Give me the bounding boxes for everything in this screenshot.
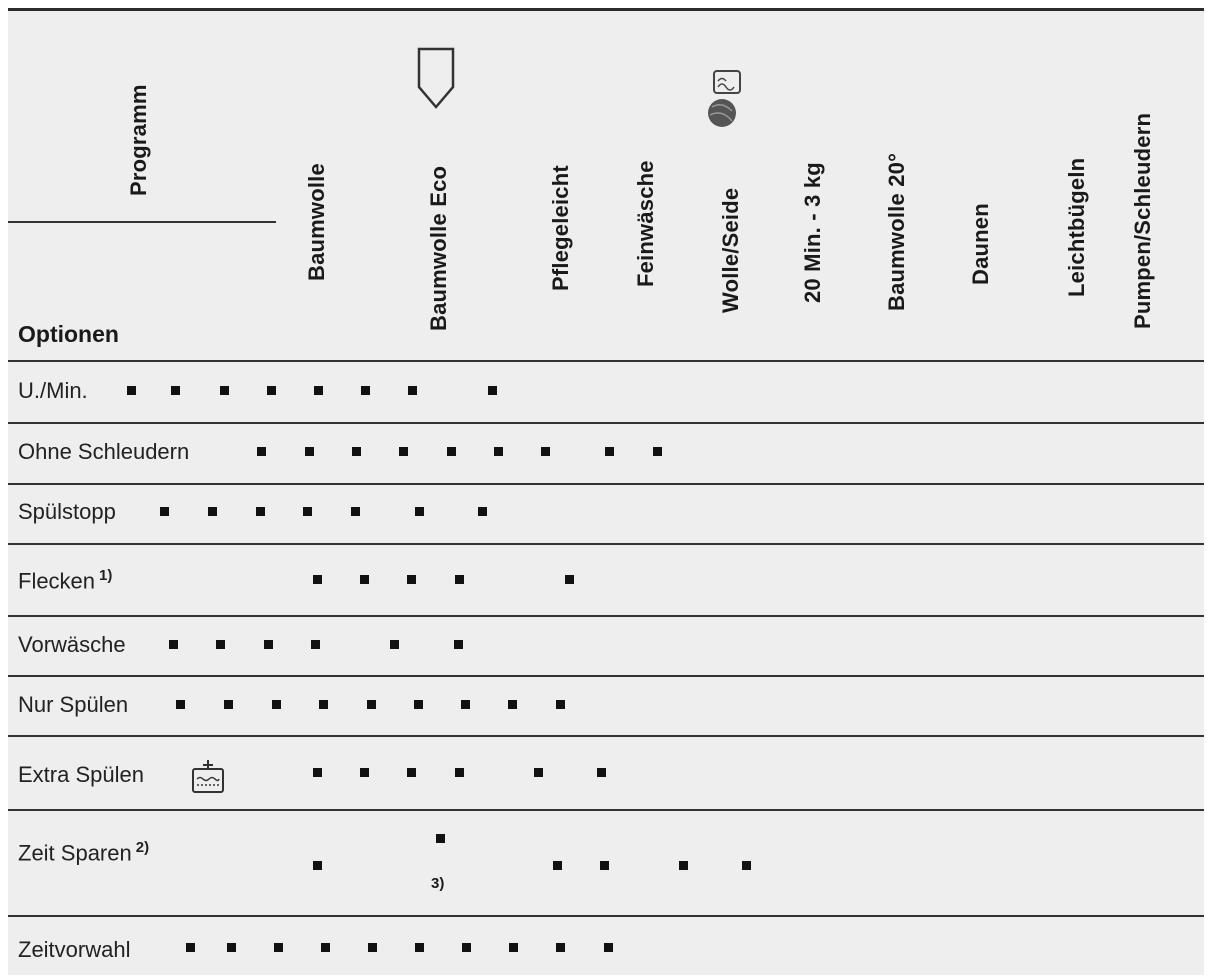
option-dot	[553, 861, 562, 870]
option-dot	[367, 700, 376, 709]
option-dot	[352, 447, 361, 456]
option-dot	[319, 700, 328, 709]
extra-rinse-icon	[190, 759, 226, 795]
option-dot	[208, 507, 217, 516]
program-baumwolle-20: Baumwolle 20°	[884, 152, 909, 311]
option-dot	[534, 768, 543, 777]
option-dot	[407, 575, 416, 584]
row-label-vorwaesche: Vorwäsche	[18, 632, 126, 657]
option-dot	[303, 507, 312, 516]
header-divider-line	[8, 221, 276, 223]
option-dot	[313, 861, 322, 870]
option-dot	[414, 700, 423, 709]
option-dot	[186, 943, 195, 952]
row-divider	[8, 735, 1204, 737]
row-divider	[8, 675, 1204, 677]
option-dot	[160, 507, 169, 516]
program-baumwolle-eco: Baumwolle Eco	[426, 165, 451, 331]
option-dot	[224, 700, 233, 709]
row-divider	[8, 360, 1204, 362]
option-dot	[408, 386, 417, 395]
program-pflegeleicht: Pflegeleicht	[548, 165, 573, 291]
option-dot	[313, 575, 322, 584]
option-dot	[742, 861, 751, 870]
row-label-u-min: U./Min.	[18, 378, 88, 403]
row-divider	[8, 809, 1204, 811]
option-dot	[600, 861, 609, 870]
option-dot	[488, 386, 497, 395]
option-dot	[267, 386, 276, 395]
option-dot	[462, 943, 471, 952]
option-dot	[169, 640, 178, 649]
option-dot	[605, 447, 614, 456]
option-dot	[455, 575, 464, 584]
option-dot	[653, 447, 662, 456]
option-dot	[509, 943, 518, 952]
option-dot	[399, 447, 408, 456]
program-feinwaesche: Feinwäsche	[633, 160, 658, 287]
option-dot	[494, 447, 503, 456]
option-dot	[508, 700, 517, 709]
row-divider	[8, 422, 1204, 424]
row-divider	[8, 543, 1204, 545]
option-dot	[272, 700, 281, 709]
row-label-spuelstopp: Spülstopp	[18, 499, 116, 524]
option-dot	[447, 447, 456, 456]
header-programm: Programm	[126, 84, 151, 196]
option-dot	[311, 640, 320, 649]
program-20min-3kg: 20 Min. - 3 kg	[800, 162, 825, 303]
header-optionen: Optionen	[18, 321, 119, 347]
program-wolle-seide: Wolle/Seide	[718, 187, 743, 313]
option-dot	[256, 507, 265, 516]
option-dot	[176, 700, 185, 709]
row-label-nur-spuelen: Nur Spülen	[18, 692, 129, 717]
option-dot	[216, 640, 225, 649]
option-dot	[604, 943, 613, 952]
option-dot	[274, 943, 283, 952]
option-dot	[436, 834, 445, 843]
option-dot	[478, 507, 487, 516]
eco-tag-icon	[416, 47, 456, 111]
option-dot	[415, 507, 424, 516]
option-dot	[565, 575, 574, 584]
program-pumpen-schleudern: Pumpen/Schleudern	[1130, 112, 1155, 329]
option-dot	[455, 768, 464, 777]
option-dot	[390, 640, 399, 649]
option-dot	[407, 768, 416, 777]
row-label-zeitvorwahl: Zeitvorwahl	[18, 937, 131, 962]
option-dot	[313, 768, 322, 777]
footnote-marker: 1)	[99, 567, 113, 584]
option-dot	[541, 447, 550, 456]
option-dot	[556, 700, 565, 709]
option-dot	[461, 700, 470, 709]
program-baumwolle: Baumwolle	[304, 163, 329, 281]
program-leichtbuegeln: Leichtbügeln	[1064, 157, 1089, 297]
option-dot	[171, 386, 180, 395]
option-dot	[305, 447, 314, 456]
option-dot	[679, 861, 688, 870]
option-dot	[597, 768, 606, 777]
row-divider	[8, 915, 1204, 917]
row-label-flecken: Flecken $^{1)}$	[18, 567, 113, 594]
option-dot	[127, 386, 136, 395]
option-dot	[361, 386, 370, 395]
option-dot	[264, 640, 273, 649]
footnote-3-marker: 3)	[431, 875, 445, 892]
option-dot	[227, 943, 236, 952]
option-dot	[360, 768, 369, 777]
row-label-extra-spuelen: Extra Spülen	[18, 762, 144, 787]
program-options-table	[8, 8, 1204, 975]
option-dot	[415, 943, 424, 952]
option-dot	[368, 943, 377, 952]
option-dot	[556, 943, 565, 952]
row-divider	[8, 615, 1204, 617]
option-dot	[454, 640, 463, 649]
row-label-zeit-sparen: Zeit Sparen $^{2)}$	[18, 839, 150, 866]
option-dot	[220, 386, 229, 395]
option-dot	[314, 386, 323, 395]
row-label-ohne-schleudern: Ohne Schleudern	[18, 439, 190, 464]
wool-silk-icon	[700, 67, 748, 135]
footnote-marker: 2)	[135, 839, 150, 856]
row-divider	[8, 483, 1204, 485]
option-dot	[321, 943, 330, 952]
program-daunen: Daunen	[968, 203, 993, 285]
option-dot	[257, 447, 266, 456]
option-dot	[360, 575, 369, 584]
option-dot	[351, 507, 360, 516]
